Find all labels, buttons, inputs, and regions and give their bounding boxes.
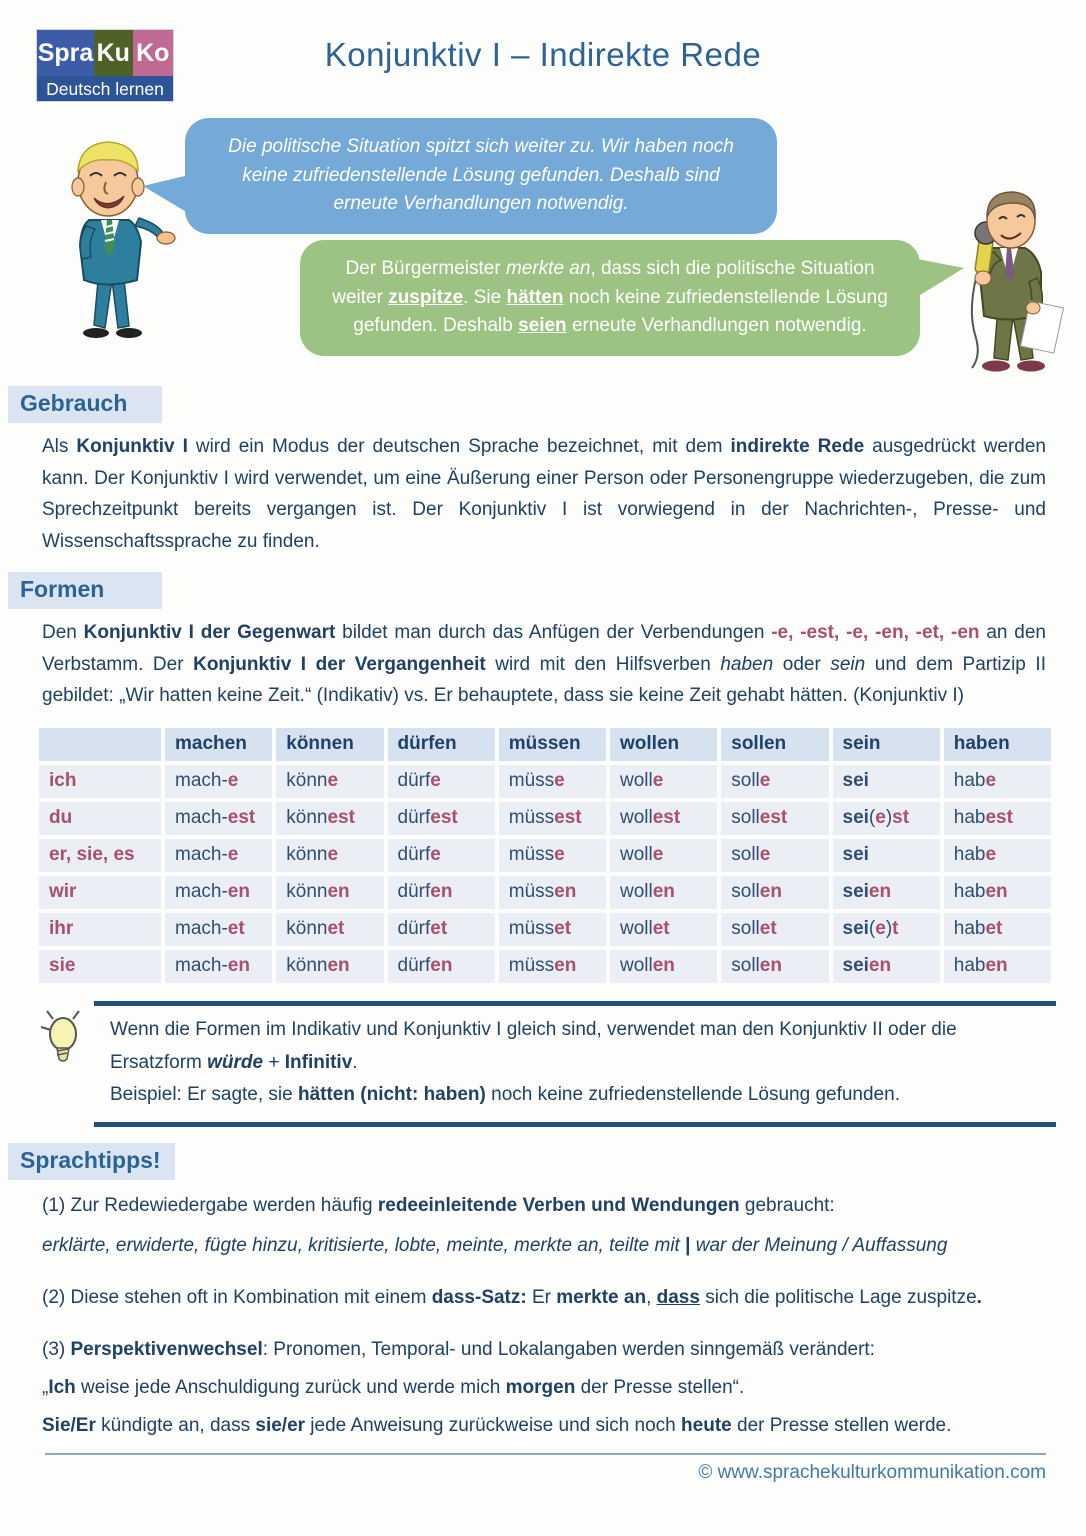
pronoun-label: er, sie, es bbox=[39, 839, 161, 872]
conjugation-cell: könne bbox=[276, 839, 383, 872]
conjugation-cell: müsset bbox=[499, 913, 606, 946]
tip-line-2: Beispiel: Er sagte, sie hätten (nicht: haben) noch keine zufriedenstellende Lösung gefunden. bbox=[110, 1084, 900, 1106]
conjugation-cell: müssen bbox=[499, 950, 606, 983]
conjugation-cell: mach-est bbox=[165, 802, 272, 835]
table-header-cell: machen bbox=[165, 728, 272, 761]
conjugation-cell: können bbox=[276, 876, 383, 909]
conjugation-cell: müssest bbox=[499, 802, 606, 835]
conjugation-cell: müssen bbox=[499, 876, 606, 909]
sprachtipp-1-line-1: (1) Zur Redewiedergabe werden häufig redeeinleitende Verben und Wendungen gebraucht: bbox=[42, 1195, 835, 1217]
section-heading-sprachtipps: Sprachtipps! bbox=[8, 1143, 175, 1180]
direct-speech-bubble bbox=[185, 118, 777, 234]
dialog-illustration bbox=[0, 104, 1086, 382]
conjugation-cell: sollen bbox=[721, 950, 828, 983]
conjugation-cell: dürfe bbox=[388, 765, 495, 798]
indirect-speech-bubble bbox=[300, 240, 920, 356]
conjugation-cell: solle bbox=[721, 765, 828, 798]
table-row bbox=[39, 765, 1051, 798]
indirect-speech-text: Der Bürgermeister merkte an, dass sich die politische Situation weiter zuspitze. Sie hätten noch keine zufriedenstellende Lösung gefunden. Deshalb seien erneute Verhandlungen notwendig. bbox=[332, 258, 888, 336]
table-header-cell: dürfen bbox=[388, 728, 495, 761]
sprachtipp-1-line-2: erklärte, erwiderte, fügte hinzu, kritisierte, lobte, meinte, merkte an, teilte mit | war der Meinung / Auffassung bbox=[42, 1234, 948, 1256]
direct-speech-text: Die politische Situation spitzt sich weiter zu. Wir haben noch keine zufriedenstellende Lösung gefunden. Deshalb sind erneute Verhandlungen notwendig. bbox=[228, 136, 734, 214]
logo-part-ko: Ko bbox=[133, 30, 173, 76]
conjugation-cell: können bbox=[276, 950, 383, 983]
table-header-cell: müssen bbox=[499, 728, 606, 761]
conjugation-cell: haben bbox=[944, 876, 1051, 909]
conjugation-cell: wollest bbox=[610, 802, 717, 835]
pronoun-label: wir bbox=[39, 876, 161, 909]
conjugation-cell: habet bbox=[944, 913, 1051, 946]
formen-paragraph: Den Konjunktiv I der Gegenwart bildet man durch das Anfügen der Verbendungen -e, -est, -e, -en, -et, -en an den Verbstamm. Der Konjunktiv I der Vergangenheit wird mit den Hilfsverben haben oder sein und dem Partizip II gebildet: „Wir hatten keine Zeit.“ (Indikativ) vs. Er behauptete, dass sie keine Zeit gehabt hätten. (Konjunktiv I) bbox=[42, 621, 1046, 707]
tip-line-1: Wenn die Formen im Indikativ und Konjunktiv I gleich sind, verwendet man den Konjunktiv II oder die Ersatzform würde + Infinitiv. bbox=[110, 1019, 957, 1073]
conjugation-cell: habe bbox=[944, 839, 1051, 872]
reporter-with-microphone-cartoon bbox=[928, 186, 1075, 382]
conjugation-table bbox=[35, 724, 1055, 987]
conjugation-cell: wolle bbox=[610, 839, 717, 872]
sprachtipp-3-line-2: „Ich weise jede Anschuldigung zurück und werde mich morgen der Presse stellen“. bbox=[42, 1376, 745, 1398]
conjugation-cell: könnet bbox=[276, 913, 383, 946]
logo-subtitle: Deutsch lernen bbox=[37, 76, 173, 101]
table-header-cell bbox=[39, 728, 161, 761]
lightbulb-icon bbox=[36, 1001, 94, 1127]
pronoun-label: ich bbox=[39, 765, 161, 798]
conjugation-cell: wollen bbox=[610, 950, 717, 983]
table-header-cell: sein bbox=[833, 728, 940, 761]
table-header-cell: haben bbox=[944, 728, 1051, 761]
conjugation-cell: habest bbox=[944, 802, 1051, 835]
tip-content bbox=[94, 1001, 1056, 1127]
table-row bbox=[39, 876, 1051, 909]
conjugation-cell: solle bbox=[721, 839, 828, 872]
conjugation-cell: mach-e bbox=[165, 765, 272, 798]
conjugation-cell: habe bbox=[944, 765, 1051, 798]
page-title: Konjunktiv I – Indirekte Rede bbox=[324, 36, 762, 73]
pronoun-label: sie bbox=[39, 950, 161, 983]
politician-cartoon bbox=[44, 130, 179, 345]
conjugation-cell: dürfet bbox=[388, 913, 495, 946]
gebrauch-paragraph: Als Konjunktiv I wird ein Modus der deutschen Sprache bezeichnet, mit dem indirekte Rede ausgedrückt werden kann. Der Konjunktiv I wird verwendet, um eine Äußerung einer Person oder Personengruppe wiederzugeben, die zum Sprechzeitpunkt bereits vergangen ist. Der Konjunktiv I ist vorwiegend in der Nachrichten-, Presse- und Wissenschaftssprache zu finden. bbox=[42, 436, 1046, 553]
conjugation-cell: sei(e)st bbox=[833, 802, 940, 835]
table-row bbox=[39, 839, 1051, 872]
conjugation-cell: dürfen bbox=[388, 876, 495, 909]
page-footer bbox=[45, 1453, 1046, 1484]
page-header bbox=[0, 0, 1086, 104]
conjugation-cell: dürfen bbox=[388, 950, 495, 983]
conjugation-cell: dürfest bbox=[388, 802, 495, 835]
table-header-cell: wollen bbox=[610, 728, 717, 761]
section-heading-gebrauch: Gebrauch bbox=[8, 386, 162, 423]
conjugation-cell: müsse bbox=[499, 765, 606, 798]
section-heading-formen: Formen bbox=[8, 572, 162, 609]
table-header-cell: sollen bbox=[721, 728, 828, 761]
conjugation-cell: sei bbox=[833, 839, 940, 872]
conjugation-cell: dürfe bbox=[388, 839, 495, 872]
pronoun-label: ihr bbox=[39, 913, 161, 946]
conjugation-cell: haben bbox=[944, 950, 1051, 983]
sprachtipp-3-line-3: Sie/Er kündigte an, dass sie/er jede Anweisung zurückweise und sich noch heute der Presse stellen werde. bbox=[42, 1414, 952, 1436]
conjugation-cell: mach-e bbox=[165, 839, 272, 872]
conjugation-cell: mach-en bbox=[165, 950, 272, 983]
conjugation-cell: mach-et bbox=[165, 913, 272, 946]
tip-box bbox=[36, 1001, 1056, 1127]
table-header-cell: können bbox=[276, 728, 383, 761]
conjugation-cell: wolle bbox=[610, 765, 717, 798]
conjugation-cell: sei(e)t bbox=[833, 913, 940, 946]
logo-part-ku: Ku bbox=[94, 30, 133, 76]
conjugation-cell: müsse bbox=[499, 839, 606, 872]
conjugation-cell: wollen bbox=[610, 876, 717, 909]
conjugation-cell: sollest bbox=[721, 802, 828, 835]
sprachtipp-3-line-1: (3) Perspektivenwechsel: Pronomen, Temporal- und Lokalangaben werden sinngemäß verändert: bbox=[42, 1338, 875, 1360]
table-header-row bbox=[39, 728, 1051, 761]
table-row bbox=[39, 802, 1051, 835]
sprachtipp-2: (2) Diese stehen oft in Kombination mit einem dass-Satz: Er merkte an, dass sich die politische Lage zuspitze. bbox=[42, 1286, 982, 1308]
conjugation-cell: mach-en bbox=[165, 876, 272, 909]
conjugation-cell: seien bbox=[833, 950, 940, 983]
table-row bbox=[39, 913, 1051, 946]
sprachtipps-list bbox=[42, 1190, 1046, 1441]
conjugation-cell: könnest bbox=[276, 802, 383, 835]
conjugation-cell: wollet bbox=[610, 913, 717, 946]
conjugation-cell: seien bbox=[833, 876, 940, 909]
copyright-link[interactable]: © www.sprachekulturkommunikation.com bbox=[698, 1462, 1046, 1484]
pronoun-label: du bbox=[39, 802, 161, 835]
logo-part-spra: Spra bbox=[37, 30, 94, 76]
conjugation-cell: sollet bbox=[721, 913, 828, 946]
conjugation-cell: sollen bbox=[721, 876, 828, 909]
table-row bbox=[39, 950, 1051, 983]
conjugation-cell: sei bbox=[833, 765, 940, 798]
conjugation-cell: könne bbox=[276, 765, 383, 798]
